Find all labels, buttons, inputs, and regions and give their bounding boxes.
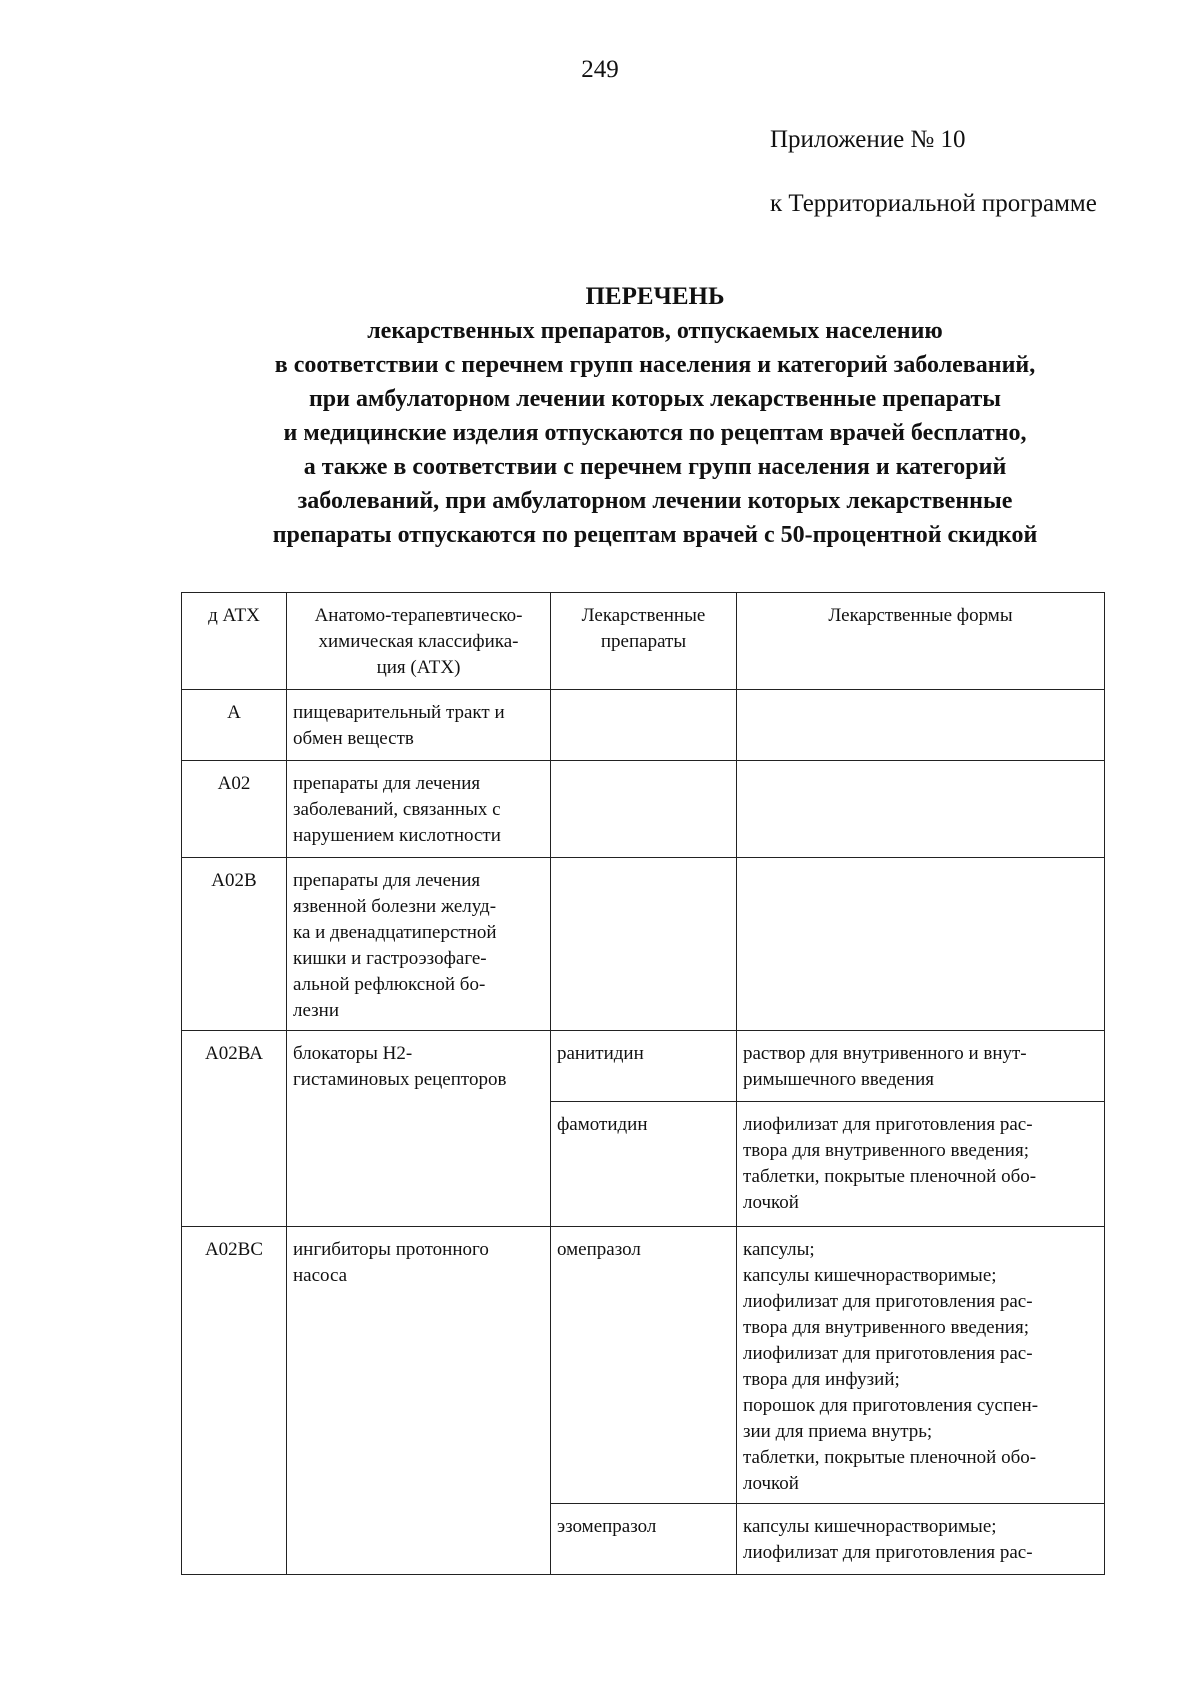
- title-line: заболеваний, при амбулаторном лечении которых лекарственные: [297, 488, 1013, 514]
- forms-cell: раствор для внутривенного и внут- римышечного введения: [737, 1031, 1105, 1102]
- drug-cell: [551, 690, 737, 761]
- title-main: ПЕРЕЧЕНЬ: [585, 283, 725, 310]
- drug-cell: [551, 858, 737, 1031]
- table-header-row: [182, 593, 1105, 690]
- header-atc-classification: Анатомо-терапевтическо- химическая классифика- ция (АТХ): [287, 593, 551, 690]
- title-line: а также в соответствии с перечнем групп населения и категорий: [303, 454, 1007, 480]
- classification-cell: блокаторы Н2- гистаминовых рецепторов: [287, 1031, 551, 1227]
- table-row: [182, 858, 1105, 1031]
- forms-cell: капсулы кишечнорастворимые; лиофилизат для приготовления рас-: [737, 1504, 1105, 1575]
- page-number: 249: [581, 56, 619, 83]
- atc-code-cell: А02В: [182, 858, 287, 1031]
- drug-cell: ранитидин: [551, 1031, 737, 1102]
- classification-cell: ингибиторы протонного насоса: [287, 1227, 551, 1575]
- classification-cell: препараты для лечения заболеваний, связанных с нарушением кислотности: [287, 761, 551, 858]
- title-line: лекарственных препаратов, отпускаемых населению: [367, 318, 943, 344]
- title-line: и медицинские изделия отпускаются по рецептам врачей бесплатно,: [283, 420, 1027, 446]
- forms-cell: капсулы; капсулы кишечнорастворимые; лиофилизат для приготовления рас- твора для внутривенного введения; лиофилизат для приготовления рас- твора для инфузий; порошок для приготовления суспен- зии для приема внутрь; таблетки, покрытые пленочной обо- лочкой: [737, 1227, 1105, 1504]
- forms-cell: [737, 761, 1105, 858]
- drug-cell: фамотидин: [551, 1102, 737, 1227]
- forms-cell: лиофилизат для приготовления рас- твора для внутривенного введения; таблетки, покрытые пленочной обо- лочкой: [737, 1102, 1105, 1227]
- title-line: при амбулаторном лечении которых лекарственные препараты: [308, 386, 1002, 412]
- table-row: [182, 690, 1105, 761]
- header-dosage-forms: Лекарственные формы: [737, 593, 1105, 690]
- header-atc-code: д АТХ: [182, 593, 287, 690]
- drug-cell: [551, 761, 737, 858]
- drug-list-table: [181, 592, 1105, 1575]
- header-drugs: Лекарственные препараты: [551, 593, 737, 690]
- forms-cell: [737, 858, 1105, 1031]
- appendix-reference: к Территориальной программе: [770, 190, 1097, 217]
- drug-cell: эзомепразол: [551, 1504, 737, 1575]
- title-line: препараты отпускаются по рецептам врачей с 50-процентной скидкой: [272, 522, 1038, 548]
- atc-code-cell: А02ВА: [182, 1031, 287, 1227]
- classification-cell: препараты для лечения язвенной болезни желуд- ка и двенадцатиперстной кишки и гастроэзофаге- альной рефлюксной бо- лезни: [287, 858, 551, 1031]
- atc-code-cell: А02ВС: [182, 1227, 287, 1575]
- drug-cell: омепразол: [551, 1227, 737, 1504]
- atc-code-cell: А02: [182, 761, 287, 858]
- classification-cell: пищеварительный тракт и обмен веществ: [287, 690, 551, 761]
- title-line: в соответствии с перечнем групп населения и категорий заболеваний,: [274, 352, 1036, 378]
- table-row: [182, 1031, 1105, 1102]
- appendix-number: Приложение № 10: [770, 126, 966, 153]
- document-title: [120, 280, 1190, 552]
- table-row: [182, 1227, 1105, 1504]
- atc-code-cell: А: [182, 690, 287, 761]
- forms-cell: [737, 690, 1105, 761]
- table-row: [182, 761, 1105, 858]
